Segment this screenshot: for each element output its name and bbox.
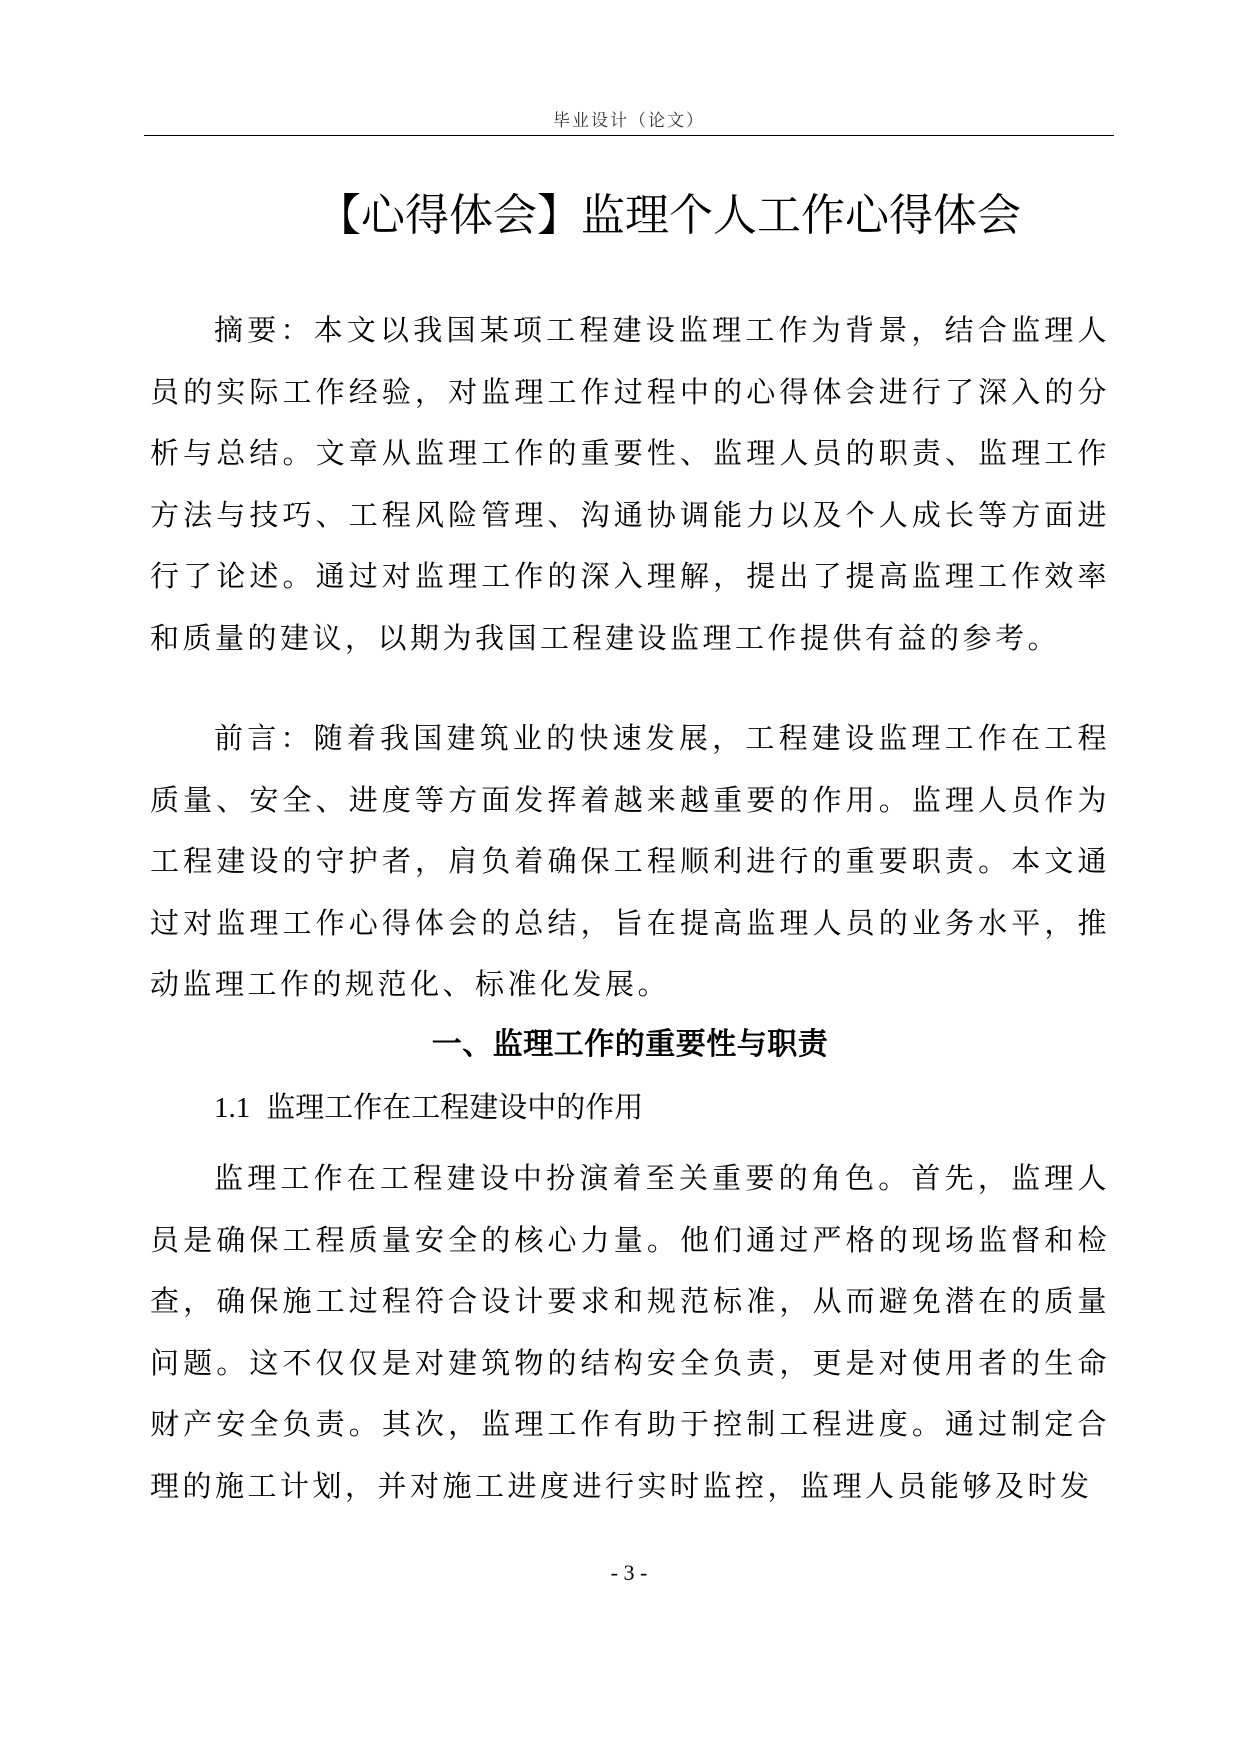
subsection-title: 监理工作在工程建设中的作用 xyxy=(266,1090,644,1124)
header-divider xyxy=(144,135,1114,136)
subsection-heading xyxy=(214,1082,643,1133)
body-paragraph: 监理工作在工程建设中扮演着至关重要的角色。首先，监理人员是确保工程质量安全的核心力量。他们通过严格的现场监督和检查，确保施工过程符合设计要求和规范标准，从而避免潜在的质量问题。这不仅仅是对建筑物的结构安全负责，更是对使用者的生命财产安全负责。其次，监理工作有助于控制工程进度。通过制定合理的施工计划，并对施工进度进行实时监控，监理人员能够及时发 xyxy=(150,1161,1110,1503)
subsection-number: 1.1 xyxy=(214,1092,251,1124)
section-heading: 一、监理工作的重要性与职责 xyxy=(431,1027,829,1062)
page-number: - 3 - xyxy=(610,1560,648,1585)
page-header: 毕业设计（论文） xyxy=(553,111,705,131)
document-title: 【心得体会】监理个人工作心得体会 xyxy=(317,190,1021,241)
preface-paragraph: 前言：随着我国建筑业的快速发展，工程建设监理工作在工程质量、安全、进度等方面发挥着越来越重要的作用。监理人员作为工程建设的守护者，肩负着确保工程顺利进行的重要职责。本文通过对监理工作心得体会的总结，旨在提高监理人员的业务水平，推动监理工作的规范化、标准化发展。 xyxy=(150,721,1110,1001)
abstract-paragraph: 摘要：本文以我国某项工程建设监理工作为背景，结合监理人员的实际工作经验，对监理工作过程中的心得体会进行了深入的分析与总结。文章从监理工作的重要性、监理人员的职责、监理工作方法与技巧、工程风险管理、沟通协调能力以及个人成长等方面进行了论述。通过对监理工作的深入理解，提出了提高监理工作效率和质量的建议，以期为我国工程建设监理工作提供有益的参考。 xyxy=(150,313,1110,655)
